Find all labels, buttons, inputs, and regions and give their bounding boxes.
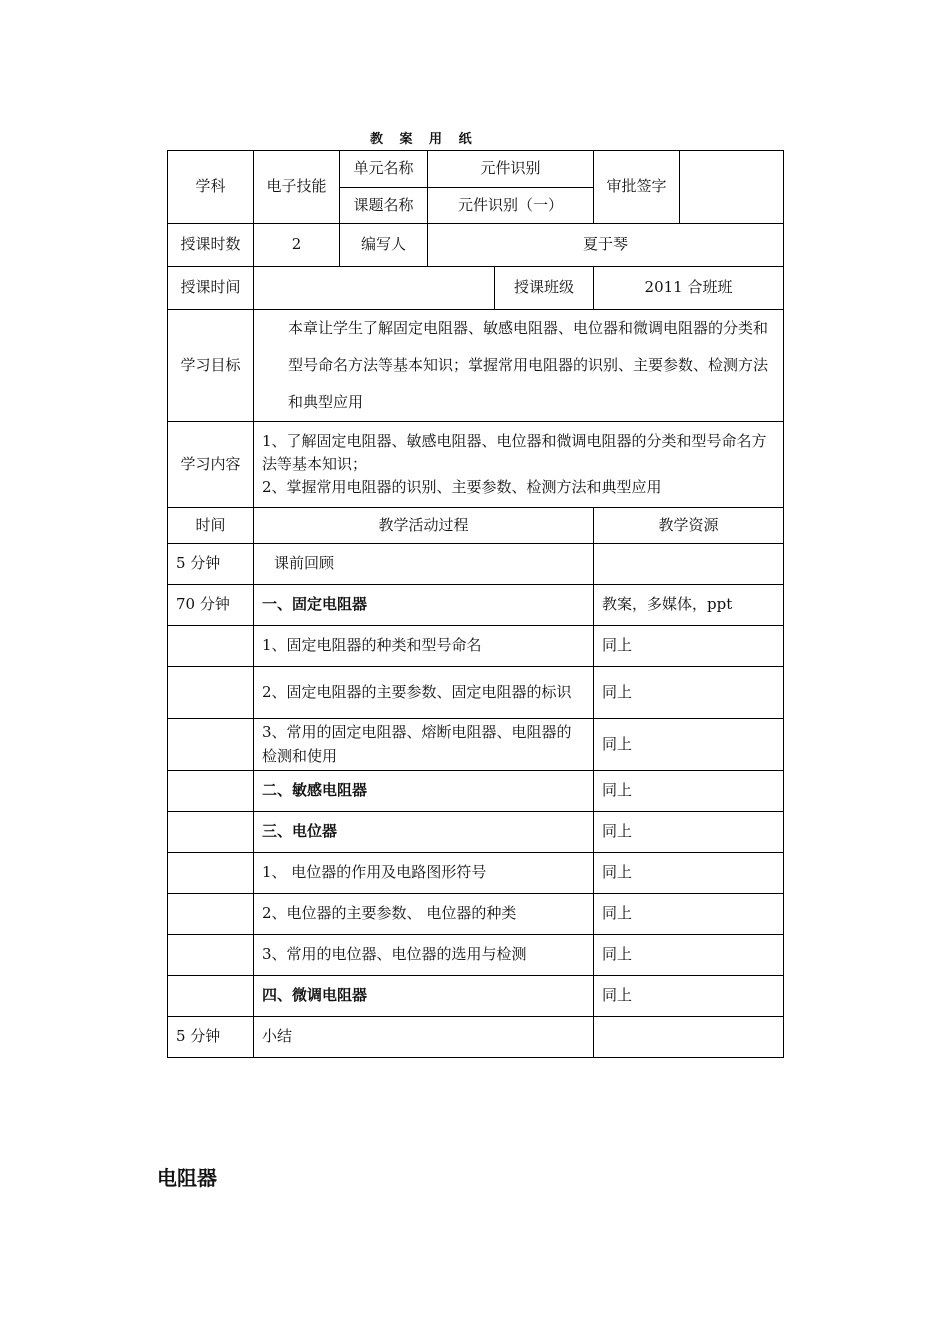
row-time [168, 935, 254, 976]
table-row [168, 1017, 784, 1058]
row-resource: 教案，多媒体，ppt [594, 585, 784, 626]
row-activity: 课前回顾 [254, 544, 594, 585]
row-activity: 2、电位器的主要参数、 电位器的种类 [254, 894, 594, 935]
row-resource: 同上 [594, 626, 784, 667]
hours-row [168, 224, 784, 267]
row-resource: 同上 [594, 935, 784, 976]
hours-label: 授课时数 [168, 224, 254, 267]
unit-label: 单元名称 [340, 151, 428, 188]
row-time: 5 分钟 [168, 544, 254, 585]
column-header-time: 时间 [168, 508, 254, 544]
subject-row [168, 151, 784, 188]
section-heading: 电阻器 [157, 1166, 217, 1190]
subject-value: 电子技能 [254, 151, 340, 224]
row-resource: 同上 [594, 894, 784, 935]
table-row [168, 585, 784, 626]
row-activity: 3、常用的电位器、电位器的选用与检测 [254, 935, 594, 976]
lesson-plan-table [167, 150, 784, 1058]
row-activity: 1、 电位器的作用及电路图形符号 [254, 853, 594, 894]
subject-label: 学科 [168, 151, 254, 224]
class-label: 授课班级 [495, 267, 594, 310]
author-label: 编写人 [340, 224, 428, 267]
objectives-row [168, 310, 784, 422]
row-time [168, 976, 254, 1017]
objectives-text: 本章让学生了解固定电阻器、敏感电阻器、电位器和微调电阻器的分类和型号命名方法等基本知识；掌握常用电阻器的识别、主要参数、检测方法和典型应用 [254, 310, 784, 422]
row-resource: 同上 [594, 976, 784, 1017]
row-activity: 四、微调电阻器 [254, 976, 594, 1017]
row-activity: 2、固定电阻器的主要参数、固定电阻器的标识 [254, 667, 594, 719]
table-row [168, 626, 784, 667]
row-activity: 一、固定电阻器 [254, 585, 594, 626]
row-time [168, 894, 254, 935]
row-activity: 1、固定电阻器的种类和型号命名 [254, 626, 594, 667]
table-row [168, 812, 784, 853]
content-text [254, 422, 784, 508]
row-resource: 同上 [594, 812, 784, 853]
table-row [168, 894, 784, 935]
objectives-label: 学习目标 [168, 310, 254, 422]
table-row [168, 935, 784, 976]
unit-value: 元件识别 [428, 151, 594, 188]
row-time: 70 分钟 [168, 585, 254, 626]
topic-value: 元件识别（一） [428, 188, 594, 224]
row-resource: 同上 [594, 667, 784, 719]
row-resource [594, 544, 784, 585]
row-time [168, 626, 254, 667]
row-activity: 小结 [254, 1017, 594, 1058]
row-activity: 二、敏感电阻器 [254, 771, 594, 812]
row-time [168, 853, 254, 894]
time-class-row [168, 267, 784, 310]
content-line-2: 2、掌握常用电阻器的识别、主要参数、检测方法和典型应用 [262, 478, 662, 497]
approval-label: 审批签字 [594, 151, 680, 224]
row-activity: 三、电位器 [254, 812, 594, 853]
hours-value: 2 [254, 224, 340, 267]
content-row [168, 422, 784, 508]
row-resource: 同上 [594, 719, 784, 771]
content-line-1: 1、了解固定电阻器、敏感电阻器、电位器和微调电阻器的分类和型号命名方法等基本知识； [262, 431, 767, 473]
column-header-resource: 教学资源 [594, 508, 784, 544]
author-value: 夏于琴 [428, 224, 784, 267]
table-row [168, 853, 784, 894]
class-value: 2011 合班班 [594, 267, 784, 310]
row-time [168, 771, 254, 812]
table-row [168, 667, 784, 719]
row-time [168, 719, 254, 771]
time-value[interactable] [254, 267, 495, 310]
row-activity: 3、常用的固定电阻器、熔断电阻器、电阻器的检测和使用 [254, 719, 594, 771]
content-label: 学习内容 [168, 422, 254, 508]
approval-signature-cell[interactable] [680, 151, 784, 224]
row-time [168, 812, 254, 853]
table-row [168, 544, 784, 585]
row-resource: 同上 [594, 771, 784, 812]
columns-header-row [168, 508, 784, 544]
row-time: 5 分钟 [168, 1017, 254, 1058]
page-title: 教 案 用 纸 [370, 132, 478, 147]
topic-label: 课题名称 [340, 188, 428, 224]
row-resource [594, 1017, 784, 1058]
column-header-process: 教学活动过程 [254, 508, 594, 544]
row-time [168, 667, 254, 719]
table-row [168, 976, 784, 1017]
table-row [168, 719, 784, 771]
row-resource: 同上 [594, 853, 784, 894]
time-label: 授课时间 [168, 267, 254, 310]
table-row [168, 771, 784, 812]
